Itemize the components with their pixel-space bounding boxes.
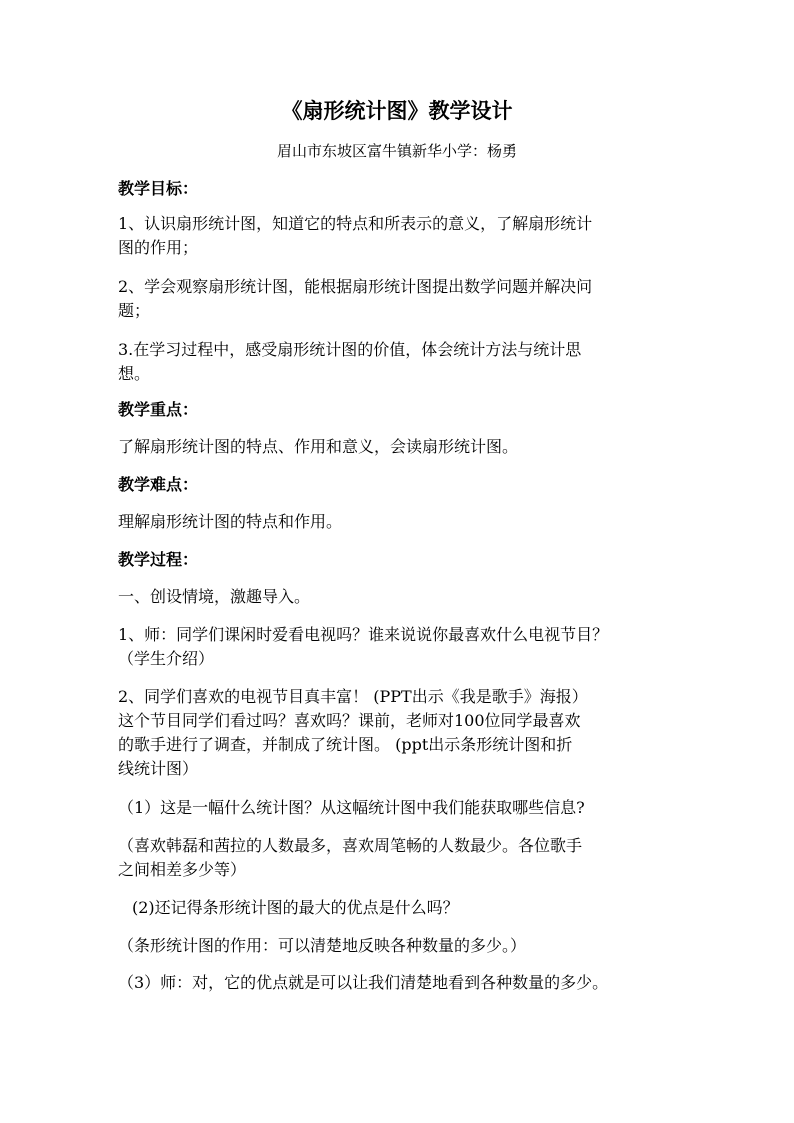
paragraph-line: 了解扇形统计图的特点、作用和意义，会读扇形统计图。 bbox=[118, 437, 519, 456]
section-heading-objectives: 教学目标： bbox=[118, 179, 199, 198]
paragraph-line: （喜欢韩磊和茜拉的人数最多，喜欢周笔畅的人数最少。各位歌手 bbox=[118, 836, 583, 855]
paragraph-line: (2)还记得条形统计图的最大的优点是什么吗？ bbox=[132, 898, 459, 917]
section-heading-difficulties: 教学难点： bbox=[118, 475, 199, 494]
section-heading-process: 教学过程： bbox=[118, 550, 199, 569]
paragraph-line: 之间相差多少等） bbox=[118, 860, 247, 879]
paragraph-line: 的歌手进行了调查，并制成了统计图。 (ppt出示条形统计图和折 bbox=[118, 735, 573, 754]
paragraph-line: 理解扇形统计图的特点和作用。 bbox=[118, 512, 343, 531]
paragraph-line: 一、创设情境，激趣导入。 bbox=[118, 587, 311, 606]
paragraph-line: 2、学会观察扇形统计图，能根据扇形统计图提出数学问题并解决问 bbox=[118, 277, 593, 296]
paragraph-line: 2、同学们喜欢的电视节目真丰富！ (PPT出示《我是歌手》海报） bbox=[118, 687, 588, 706]
paragraph-line: 线统计图） bbox=[118, 759, 199, 778]
paragraph-line: 图的作用； bbox=[118, 238, 199, 257]
paragraph-line: 题； bbox=[118, 301, 151, 320]
paragraph-line: 1、师：同学们课闲时爱看电视吗？谁来说说你最喜欢什么电视节目？ bbox=[118, 625, 609, 644]
paragraph-line: （学生介绍） bbox=[118, 649, 215, 668]
paragraph-line: （1）这是一幅什么统计图？从这幅统计图中我们能获取哪些信息? bbox=[118, 798, 585, 817]
paragraph-line: 3.在学习过程中，感受扇形统计图的价值，体会统计方法与统计思 bbox=[118, 340, 582, 359]
section-heading-key-points: 教学重点： bbox=[118, 400, 199, 419]
paragraph-line: 1、认识扇形统计图，知道它的特点和所表示的意义，了解扇形统计 bbox=[118, 214, 593, 233]
paragraph-line: 想。 bbox=[118, 364, 151, 383]
paragraph-line: （3）师：对，它的优点就是可以让我们清楚地看到各种数量的多少。 bbox=[118, 973, 609, 992]
document-author: 眉山市东坡区富牛镇新华小学：杨勇 bbox=[276, 142, 517, 160]
paragraph-line: （条形统计图的作用：可以清楚地反映各种数量的多少。） bbox=[118, 936, 527, 955]
document-title: 《扇形统计图》教学设计 bbox=[281, 98, 513, 123]
paragraph-line: 这个节目同学们看过吗？喜欢吗？课前，老师对100位同学最喜欢 bbox=[118, 711, 581, 730]
